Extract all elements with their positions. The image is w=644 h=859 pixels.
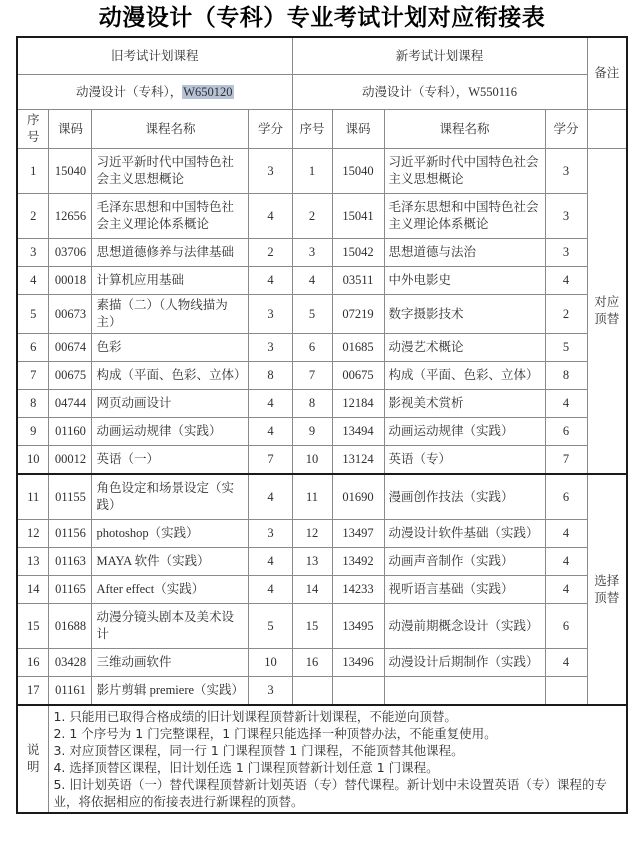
cell-old-credit: 3 bbox=[249, 334, 292, 362]
cell-new-seq: 15 bbox=[292, 604, 332, 649]
cell-new-credit: 2 bbox=[545, 295, 587, 334]
cell-new-credit: 4 bbox=[545, 548, 587, 576]
cell-old-seq: 15 bbox=[17, 604, 49, 649]
cell-old-code: 01161 bbox=[49, 677, 92, 706]
table-row bbox=[17, 194, 627, 239]
cell-new-seq: 5 bbox=[292, 295, 332, 334]
cell-old-name: 三维动画软件 bbox=[92, 649, 249, 677]
cell-old-credit: 10 bbox=[249, 649, 292, 677]
cell-new-seq: 4 bbox=[292, 267, 332, 295]
table-row bbox=[17, 604, 627, 649]
cell-new-credit: 4 bbox=[545, 267, 587, 295]
cell-old-seq: 3 bbox=[17, 239, 49, 267]
col-header-new-code: 课码 bbox=[332, 110, 384, 149]
cell-new-code: 15041 bbox=[332, 194, 384, 239]
column-header-row bbox=[17, 110, 627, 149]
table-row bbox=[17, 649, 627, 677]
cell-new-credit: 7 bbox=[545, 446, 587, 475]
cell-old-seq: 10 bbox=[17, 446, 49, 475]
cell-old-name: photoshop（实践） bbox=[92, 520, 249, 548]
cell-old-code: 01165 bbox=[49, 576, 92, 604]
cell-new-seq bbox=[292, 677, 332, 706]
cell-new-seq: 16 bbox=[292, 649, 332, 677]
cell-old-name: 思想道德修养与法律基础 bbox=[92, 239, 249, 267]
page-title: 动漫设计（专科）专业考试计划对应衔接表 bbox=[98, 5, 546, 30]
cell-new-credit: 6 bbox=[545, 418, 587, 446]
cell-new-name: 动画运动规律（实践） bbox=[384, 418, 545, 446]
cell-new-code: 15040 bbox=[332, 149, 384, 194]
cell-new-code: 13496 bbox=[332, 649, 384, 677]
notes-label-text: 说明 bbox=[26, 743, 40, 774]
cell-new-code: 13497 bbox=[332, 520, 384, 548]
cell-old-seq: 2 bbox=[17, 194, 49, 239]
table-row bbox=[17, 446, 627, 475]
table-row bbox=[17, 362, 627, 390]
note-item: 5. 旧计划英语（一）替代课程顶替新计划英语（专）替代课程。新计划中未设置英语（专）课程的专业，将依据相应的衔接表进行新课程的顶替。 bbox=[53, 777, 607, 809]
cell-old-seq: 12 bbox=[17, 520, 49, 548]
cell-new-credit: 4 bbox=[545, 520, 587, 548]
cell-old-seq: 4 bbox=[17, 267, 49, 295]
cell-old-credit: 3 bbox=[249, 520, 292, 548]
table-row bbox=[17, 576, 627, 604]
cell-old-credit: 4 bbox=[249, 194, 292, 239]
notes-row bbox=[17, 705, 627, 813]
plan-code-row bbox=[17, 75, 627, 110]
cell-old-name: 英语（一） bbox=[92, 446, 249, 475]
cell-old-name: 影片剪辑 premiere（实践） bbox=[92, 677, 249, 706]
col-header-old-credit: 学分 bbox=[249, 110, 292, 149]
cell-new-credit bbox=[545, 677, 587, 706]
note-item: 1. 只能用已取得合格成绩的旧计划课程顶替新计划课程，不能逆向顶替。 bbox=[53, 709, 457, 724]
cell-old-code: 01688 bbox=[49, 604, 92, 649]
cell-old-name: 计算机应用基础 bbox=[92, 267, 249, 295]
old-plan-code-cell bbox=[17, 75, 292, 110]
cell-new-credit: 3 bbox=[545, 149, 587, 194]
cell-new-credit: 8 bbox=[545, 362, 587, 390]
new-plan-group-header: 新考试计划课程 bbox=[292, 37, 587, 75]
cell-new-credit: 3 bbox=[545, 194, 587, 239]
cell-old-name: 习近平新时代中国特色社会主义思想概论 bbox=[92, 149, 249, 194]
cell-new-code: 00675 bbox=[332, 362, 384, 390]
cell-old-seq: 16 bbox=[17, 649, 49, 677]
cell-old-code: 00012 bbox=[49, 446, 92, 475]
cell-new-code: 03511 bbox=[332, 267, 384, 295]
table-row bbox=[17, 418, 627, 446]
cell-old-seq: 7 bbox=[17, 362, 49, 390]
col-header-old-seq: 序号 bbox=[17, 110, 49, 149]
cell-old-credit: 4 bbox=[249, 548, 292, 576]
cell-old-code: 03706 bbox=[49, 239, 92, 267]
cell-new-name: 动漫设计软件基础（实践） bbox=[384, 520, 545, 548]
cell-new-name: 思想道德与法治 bbox=[384, 239, 545, 267]
cell-new-code: 12184 bbox=[332, 390, 384, 418]
cell-old-credit: 4 bbox=[249, 418, 292, 446]
cell-old-seq: 11 bbox=[17, 474, 49, 520]
cell-new-seq: 3 bbox=[292, 239, 332, 267]
table-row bbox=[17, 390, 627, 418]
cell-new-seq: 6 bbox=[292, 334, 332, 362]
cell-new-name: 英语（专） bbox=[384, 446, 545, 475]
col-header-new-seq: 序号 bbox=[292, 110, 332, 149]
cell-new-seq: 9 bbox=[292, 418, 332, 446]
cell-old-code: 01155 bbox=[49, 474, 92, 520]
table-row bbox=[17, 520, 627, 548]
cell-old-name: 网页动画设计 bbox=[92, 390, 249, 418]
cell-new-name: 习近平新时代中国特色社会主义思想概论 bbox=[384, 149, 545, 194]
cell-old-code: 01156 bbox=[49, 520, 92, 548]
cell-old-seq: 8 bbox=[17, 390, 49, 418]
cell-new-code: 13492 bbox=[332, 548, 384, 576]
cell-old-credit: 4 bbox=[249, 474, 292, 520]
cell-old-seq: 13 bbox=[17, 548, 49, 576]
cell-old-name: 色彩 bbox=[92, 334, 249, 362]
table-row bbox=[17, 267, 627, 295]
cell-old-name: 毛泽东思想和中国特色社会主义理论体系概论 bbox=[92, 194, 249, 239]
cell-new-seq: 11 bbox=[292, 474, 332, 520]
cell-old-seq: 5 bbox=[17, 295, 49, 334]
cell-new-credit: 6 bbox=[545, 604, 587, 649]
cell-new-seq: 2 bbox=[292, 194, 332, 239]
cell-old-name: 动漫分镜头剧本及美术设计 bbox=[92, 604, 249, 649]
cell-new-seq: 8 bbox=[292, 390, 332, 418]
cell-new-credit: 4 bbox=[545, 390, 587, 418]
cell-old-credit: 7 bbox=[249, 446, 292, 475]
cell-new-seq: 14 bbox=[292, 576, 332, 604]
cell-new-name: 动画声音制作（实践） bbox=[384, 548, 545, 576]
cell-old-credit: 8 bbox=[249, 362, 292, 390]
cell-new-credit: 4 bbox=[545, 576, 587, 604]
cell-new-code bbox=[332, 677, 384, 706]
note-item: 2. 1 个序号为 1 门完整课程，1 门课程只能选择一种顶替办法，不能重复使用。 bbox=[53, 726, 497, 741]
cell-new-name: 构成（平面、色彩、立体） bbox=[384, 362, 545, 390]
cell-old-code: 04744 bbox=[49, 390, 92, 418]
cell-new-name bbox=[384, 677, 545, 706]
old-plan-code-highlighted[interactable]: W650120 bbox=[183, 84, 233, 99]
cell-new-credit: 4 bbox=[545, 649, 587, 677]
cell-old-code: 01160 bbox=[49, 418, 92, 446]
cell-new-code: 15042 bbox=[332, 239, 384, 267]
cell-new-code: 13494 bbox=[332, 418, 384, 446]
old-plan-prefix: 动漫设计（专科）， bbox=[75, 84, 183, 99]
cell-old-name: 角色设定和场景设定（实践） bbox=[92, 474, 249, 520]
remark-column-header: 备注 bbox=[587, 37, 627, 110]
cell-old-credit: 3 bbox=[249, 677, 292, 706]
cell-old-name: 素描（二）（人物线描为主） bbox=[92, 295, 249, 334]
cell-new-seq: 13 bbox=[292, 548, 332, 576]
cell-new-code: 07219 bbox=[332, 295, 384, 334]
cell-old-credit: 3 bbox=[249, 295, 292, 334]
col-header-new-name: 课程名称 bbox=[384, 110, 545, 149]
cell-old-credit: 4 bbox=[249, 576, 292, 604]
cell-new-name: 动漫艺术概论 bbox=[384, 334, 545, 362]
cell-old-seq: 9 bbox=[17, 418, 49, 446]
table-row bbox=[17, 295, 627, 334]
cell-new-name: 影视美术赏析 bbox=[384, 390, 545, 418]
cell-old-name: 构成（平面、色彩、立体） bbox=[92, 362, 249, 390]
cell-old-code: 01163 bbox=[49, 548, 92, 576]
cell-new-credit: 5 bbox=[545, 334, 587, 362]
cell-new-name: 动漫前期概念设计（实践） bbox=[384, 604, 545, 649]
cell-old-code: 00674 bbox=[49, 334, 92, 362]
col-header-new-credit: 学分 bbox=[545, 110, 587, 149]
group-header-row bbox=[17, 37, 627, 75]
cell-new-name: 视听语言基础（实践） bbox=[384, 576, 545, 604]
cell-old-credit: 2 bbox=[249, 239, 292, 267]
cell-old-code: 00675 bbox=[49, 362, 92, 390]
cell-old-seq: 14 bbox=[17, 576, 49, 604]
cell-new-seq: 10 bbox=[292, 446, 332, 475]
cell-new-name: 毛泽东思想和中国特色社会主义理论体系概论 bbox=[384, 194, 545, 239]
cell-old-seq: 6 bbox=[17, 334, 49, 362]
col-header-old-name: 课程名称 bbox=[92, 110, 249, 149]
old-plan-group-header: 旧考试计划课程 bbox=[17, 37, 292, 75]
cell-new-code: 13495 bbox=[332, 604, 384, 649]
cell-new-seq: 12 bbox=[292, 520, 332, 548]
cell-new-name: 中外电影史 bbox=[384, 267, 545, 295]
col-header-remark-spacer bbox=[587, 110, 627, 149]
notes-body bbox=[49, 705, 627, 813]
table-row bbox=[17, 677, 627, 706]
cell-old-name: MAYA 软件（实践） bbox=[92, 548, 249, 576]
note-item: 4. 选择顶替区课程，旧计划任选 1 门课程顶替新计划任意 1 门课程。 bbox=[53, 760, 439, 775]
cell-new-code: 01685 bbox=[332, 334, 384, 362]
table-row bbox=[17, 149, 627, 194]
cell-old-code: 00673 bbox=[49, 295, 92, 334]
cell-new-seq: 7 bbox=[292, 362, 332, 390]
cell-new-name: 漫画创作技法（实践） bbox=[384, 474, 545, 520]
notes-label bbox=[17, 705, 49, 813]
table-row bbox=[17, 548, 627, 576]
cell-old-code: 15040 bbox=[49, 149, 92, 194]
table-row bbox=[17, 239, 627, 267]
cell-old-credit: 3 bbox=[249, 149, 292, 194]
note-item: 3. 对应顶替区课程，同一行 1 门课程顶替 1 门课程，不能顶替其他课程。 bbox=[53, 743, 464, 758]
cell-old-code: 00018 bbox=[49, 267, 92, 295]
cell-old-seq: 17 bbox=[17, 677, 49, 706]
remark-optional: 选择顶替 bbox=[587, 474, 627, 705]
table-row bbox=[17, 474, 627, 520]
course-mapping-table bbox=[16, 36, 628, 814]
cell-new-name: 动漫设计后期制作（实践） bbox=[384, 649, 545, 677]
cell-new-name: 数字摄影技术 bbox=[384, 295, 545, 334]
cell-old-credit: 5 bbox=[249, 604, 292, 649]
cell-old-code: 03428 bbox=[49, 649, 92, 677]
cell-new-credit: 6 bbox=[545, 474, 587, 520]
new-plan-code-cell: 动漫设计（专科），W550116 bbox=[292, 75, 587, 110]
remark-corresponding: 对应顶替 bbox=[587, 149, 627, 475]
cell-old-name: After effect（实践） bbox=[92, 576, 249, 604]
cell-new-seq: 1 bbox=[292, 149, 332, 194]
table-row bbox=[17, 334, 627, 362]
cell-old-code: 12656 bbox=[49, 194, 92, 239]
cell-new-code: 13124 bbox=[332, 446, 384, 475]
cell-old-credit: 4 bbox=[249, 267, 292, 295]
cell-new-credit: 3 bbox=[545, 239, 587, 267]
cell-new-code: 01690 bbox=[332, 474, 384, 520]
cell-old-seq: 1 bbox=[17, 149, 49, 194]
col-header-old-code: 课码 bbox=[49, 110, 92, 149]
cell-new-code: 14233 bbox=[332, 576, 384, 604]
cell-old-credit: 4 bbox=[249, 390, 292, 418]
cell-old-name: 动画运动规律（实践） bbox=[92, 418, 249, 446]
